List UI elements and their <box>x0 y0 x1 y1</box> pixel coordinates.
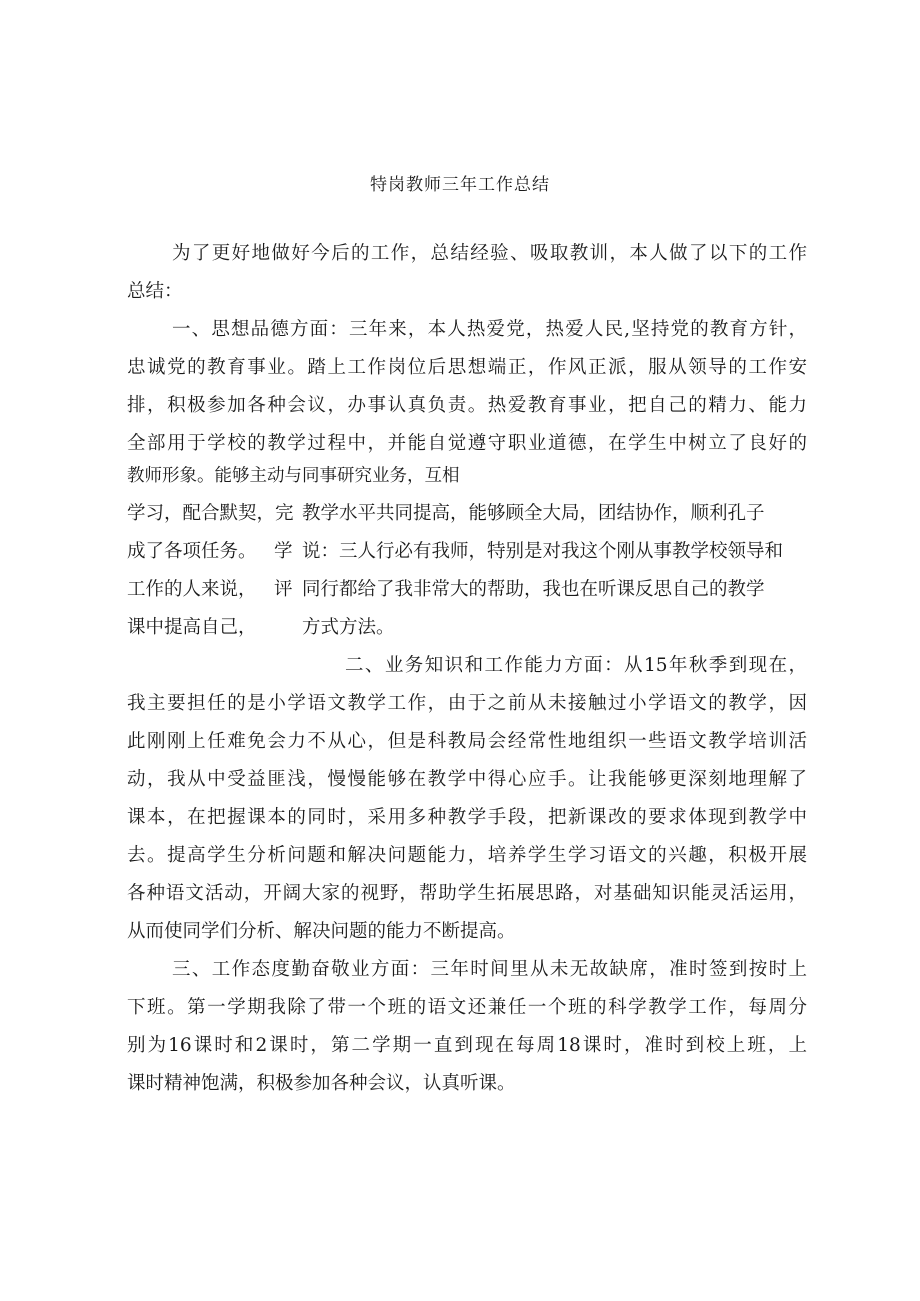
section1-line-6b: 教学水平共同提高，能够顾全大局，团结协作，顺利孔子 <box>302 503 765 524</box>
section3-line-4: 课时精神饱满，积极参加各种会议，认真听课。 <box>127 1073 516 1094</box>
section2-line-2: 我主要担任的是小学语文教学工作，由于之前从未接触过小学语文的教学，因 <box>127 693 807 714</box>
intro-line-2: 总结： <box>127 281 183 302</box>
section1-line-2: 忠诚党的教育事业。踏上工作岗位后思想端正，作风正派，服从领导的工作安 <box>127 357 807 378</box>
section1-line-7b: 学 <box>274 541 293 562</box>
section3-line-1: 三、工作态度勤奋敬业方面：三年时间里从未无故缺席，准时签到按时上 <box>172 959 807 980</box>
section3-line-2: 下班。第一学期我除了带一个班的语文还兼任一个班的科学教学工作，每周分 <box>127 997 807 1018</box>
section1-line-5: 教师形象。能够主动与同事研究业务，互相 <box>127 466 460 486</box>
section2-line-1: 二、业务知识和工作能力方面：从15年秋季到现在， <box>345 655 807 676</box>
intro-line-1: 为了更好地做好今后的工作，总结经验、吸取教训，本人做了以下的工作 <box>172 243 807 264</box>
section2-line-8: 从而使同学们分析、解决问题的能力不断提高。 <box>127 921 516 942</box>
section2-line-3: 此刚刚上任难免会力不从心，但是科教局会经常性地组织一些语文教学培训活 <box>127 731 807 752</box>
section2-line-7: 各种语文活动，开阔大家的视野，帮助学生拓展思路，对基础知识能灵活运用， <box>127 883 807 904</box>
section1-line-9b: 方式方法。 <box>302 617 395 638</box>
section2-line-4: 动，我从中受益匪浅，慢慢能够在教学中得心应手。让我能够更深刻地理解了 <box>127 769 807 790</box>
section1-line-8c: 同行都给了我非常大的帮助，我也在听课反思自己的教学 <box>302 579 765 600</box>
section1-line-7a: 成了各项任务。 <box>127 541 257 562</box>
section3-line-3: 别为16课时和2课时，第二学期一直到现在每周18课时，准时到校上班，上 <box>127 1035 807 1056</box>
document-title: 特岗教师三年工作总结 <box>370 175 550 195</box>
section2-line-6: 去。提高学生分析问题和解决问题能力，培养学生学习语文的兴趣，积极开展 <box>127 845 807 866</box>
section1-line-9a: 课中提高自己， <box>127 617 257 638</box>
section1-line-8b: 评 <box>274 579 293 600</box>
section2-line-5: 课本，在把握课本的同时，采用多种教学手段，把新课改的要求体现到教学中 <box>127 807 807 828</box>
section1-line-8a: 工作的人来说， <box>127 579 257 600</box>
section1-line-1: 一、思想品德方面：三年来，本人热爱党，热爱人民,坚持党的教育方针， <box>172 319 807 340</box>
section1-line-6a: 学习，配合默契，完 <box>127 503 294 524</box>
section1-line-4: 全部用于学校的教学过程中，并能自觉遵守职业道德，在学生中树立了良好的 <box>127 433 807 454</box>
section1-line-3: 排，积极参加各种会议，办事认真负责。热爱教育事业，把自己的精力、能力 <box>127 395 807 416</box>
section1-line-7c: 说：三人行必有我师，特别是对我这个刚从事教学校领导和 <box>302 541 784 562</box>
